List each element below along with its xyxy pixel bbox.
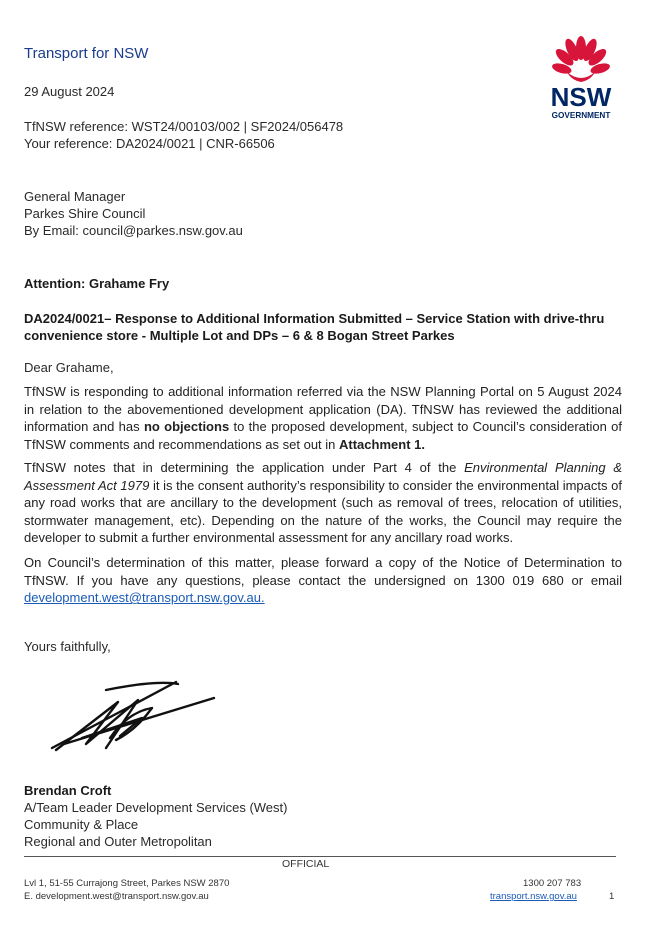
logo-wordmark: NSW	[550, 82, 612, 112]
footer-phone: 1300 207 783	[523, 878, 582, 889]
recipient-organisation: Parkes Shire Council	[24, 206, 146, 221]
recipient-email: By Email: council@parkes.nsw.gov.au	[24, 223, 243, 238]
attention-line: Attention: Grahame Fry	[24, 276, 170, 291]
signatory-division: Community & Place	[24, 817, 139, 832]
email-link[interactable]: development.west@transport.nsw.gov.au.	[24, 590, 265, 606]
org-name: Transport for NSW	[24, 45, 149, 62]
footer-divider	[24, 856, 616, 857]
signature	[46, 678, 222, 754]
closing: Yours faithfully,	[24, 639, 111, 654]
tfnsw-reference: TfNSW reference: WST24/00103/002 | SF2024/056478	[24, 119, 344, 134]
waratah-icon	[551, 36, 611, 82]
paragraph-response: TfNSW is responding to additional information referred via the NSW Planning Portal on 5 August 2024 in relation to the abovementioned development application (DA). TfNSW has reviewed the additional information and has no objections to the proposed development, subject to Council’s consideration of TfNSW comments and recommendations as set out in Attachment 1.	[24, 384, 623, 452]
paragraph-determination: On Council’s determination of this matter, please forward a copy of the Notice of Determination to TfNSW. If you have any questions, please contact the undersigned on 1300 019 680 or email development.west@transport.nsw.gov.au.	[24, 555, 622, 606]
page-number: 1	[609, 891, 615, 902]
footer-email: E. development.west@transport.nsw.gov.au	[24, 891, 209, 902]
letter-date: 29 August 2024	[24, 84, 115, 99]
signatory-role: A/Team Leader Development Services (West)	[24, 800, 288, 815]
footer-website-link[interactable]: transport.nsw.gov.au	[490, 891, 577, 902]
security-classification: OFFICIAL	[282, 858, 330, 870]
salutation: Dear Grahame,	[24, 360, 114, 375]
signatory-name: Brendan Croft	[24, 783, 112, 798]
nsw-government-logo	[541, 34, 621, 124]
footer-address: Lvl 1, 51-55 Currajong Street, Parkes NSW 2870	[24, 878, 230, 889]
paragraph-environmental-note: TfNSW notes that in determining the application under Part 4 of the Environmental Planning & Assessment Act 1979 it is the consent authority’s responsibility to consider the environmental impacts of any road works that are ancillary to the development (such as removal of trees, relocation of utilities, stormwater management, etc). Depending on the nature of the works, the Council may require the developer to submit a further environmental assessment for any ancillary road works.	[24, 460, 622, 546]
signatory-region: Regional and Outer Metropolitan	[24, 834, 212, 849]
subject-line-2: convenience store - Multiple Lot and DPs – 6 & 8 Bogan Street Parkes	[24, 328, 455, 343]
subject-line-1: DA2024/0021– Response to Additional Information Submitted – Service Station with drive-thru	[24, 311, 605, 326]
your-reference: Your reference: DA2024/0021 | CNR-66506	[24, 136, 275, 151]
recipient-title: General Manager	[24, 189, 126, 204]
logo-subtext: GOVERNMENT	[551, 111, 611, 120]
